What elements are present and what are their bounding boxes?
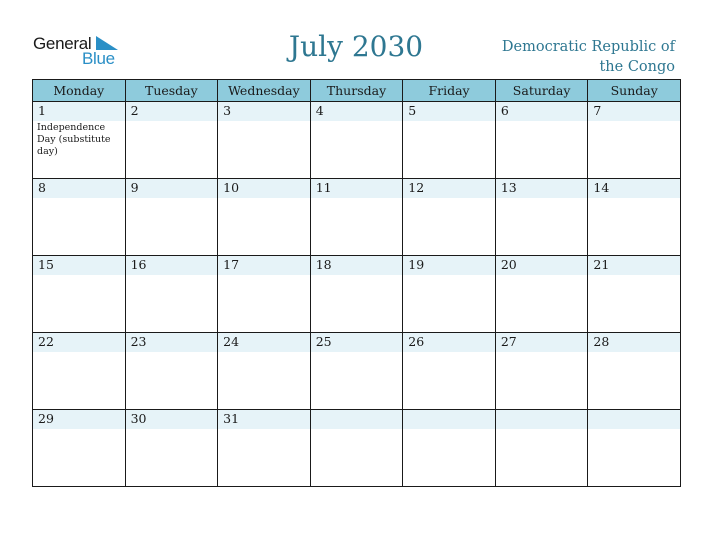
day-cell[interactable] bbox=[310, 410, 403, 487]
day-header-band bbox=[403, 410, 495, 429]
day-number: 7 bbox=[593, 103, 602, 118]
day-header-band bbox=[588, 410, 680, 429]
day-cell[interactable] bbox=[218, 333, 311, 410]
day-number: 16 bbox=[130, 257, 147, 272]
day-cell[interactable] bbox=[33, 179, 126, 256]
day-cell[interactable] bbox=[403, 410, 496, 487]
day-cell[interactable] bbox=[588, 179, 681, 256]
week-row bbox=[33, 410, 681, 487]
week-row bbox=[33, 256, 681, 333]
day-cell[interactable] bbox=[310, 179, 403, 256]
day-number: 17 bbox=[223, 257, 240, 272]
day-header-band bbox=[588, 102, 680, 121]
day-cell[interactable] bbox=[588, 333, 681, 410]
day-number: 15 bbox=[38, 257, 54, 272]
weekday-header: Tuesday bbox=[125, 80, 218, 102]
day-number: 8 bbox=[38, 180, 46, 195]
weekday-header-row bbox=[33, 80, 681, 102]
day-cell[interactable] bbox=[218, 102, 311, 179]
day-cell[interactable] bbox=[218, 256, 311, 333]
week-row bbox=[33, 333, 681, 410]
country-name bbox=[455, 37, 675, 77]
generalblue-logo bbox=[33, 34, 123, 68]
day-number: 4 bbox=[315, 103, 324, 118]
day-cell[interactable] bbox=[588, 410, 681, 487]
day-number: 9 bbox=[130, 180, 139, 195]
day-cell[interactable] bbox=[33, 256, 126, 333]
day-number: 10 bbox=[223, 180, 240, 195]
day-number: 22 bbox=[38, 334, 54, 349]
day-cell[interactable] bbox=[403, 179, 496, 256]
day-number: 28 bbox=[593, 334, 610, 349]
day-number: 6 bbox=[500, 103, 509, 118]
day-cell[interactable] bbox=[125, 410, 218, 487]
day-cell[interactable] bbox=[33, 333, 126, 410]
weekday-header: Wednesday bbox=[218, 80, 311, 102]
day-number: 1 bbox=[38, 103, 46, 118]
day-cell[interactable] bbox=[495, 179, 588, 256]
day-number: 12 bbox=[408, 180, 425, 195]
day-cell[interactable] bbox=[310, 333, 403, 410]
day-number: 13 bbox=[500, 180, 517, 195]
day-header-band bbox=[33, 179, 125, 198]
country-name-line1: Democratic Republic of bbox=[501, 39, 675, 55]
day-number: 24 bbox=[223, 334, 240, 349]
day-number: 3 bbox=[223, 103, 232, 118]
day-header-band bbox=[218, 102, 310, 121]
day-cell[interactable] bbox=[310, 256, 403, 333]
weekday-header: Monday bbox=[33, 80, 126, 102]
day-cell[interactable] bbox=[125, 179, 218, 256]
day-cell[interactable] bbox=[495, 256, 588, 333]
day-number: 11 bbox=[315, 180, 332, 195]
day-number: 23 bbox=[130, 334, 147, 349]
day-cell[interactable] bbox=[495, 410, 588, 487]
day-number: 21 bbox=[593, 257, 610, 272]
calendar-title: July 2030 bbox=[288, 30, 424, 63]
week-row bbox=[33, 179, 681, 256]
day-cell[interactable] bbox=[495, 102, 588, 179]
day-header-band bbox=[403, 102, 495, 121]
day-number: 18 bbox=[315, 257, 332, 272]
day-header-band bbox=[496, 410, 588, 429]
holiday-label: Independence Day (substitute day) bbox=[37, 122, 111, 157]
day-cell[interactable] bbox=[495, 333, 588, 410]
day-cell[interactable] bbox=[403, 102, 496, 179]
day-number: 2 bbox=[130, 103, 139, 118]
day-number: 30 bbox=[130, 411, 147, 426]
day-cell[interactable] bbox=[403, 333, 496, 410]
day-cell[interactable] bbox=[588, 102, 681, 179]
day-cell[interactable] bbox=[310, 102, 403, 179]
weekday-header: Sunday bbox=[588, 80, 681, 102]
day-number: 14 bbox=[593, 180, 610, 195]
country-name-line2: the Congo bbox=[599, 59, 675, 75]
day-cell[interactable] bbox=[125, 102, 218, 179]
logo-flag-icon bbox=[96, 36, 118, 50]
day-header-band bbox=[126, 179, 218, 198]
day-cell[interactable] bbox=[125, 333, 218, 410]
calendar-body bbox=[33, 102, 681, 487]
day-header-band bbox=[496, 102, 588, 121]
day-cell[interactable] bbox=[33, 102, 126, 179]
day-number: 26 bbox=[408, 334, 425, 349]
day-cell[interactable] bbox=[403, 256, 496, 333]
day-header-band bbox=[33, 102, 125, 121]
day-number: 25 bbox=[315, 334, 332, 349]
day-cell[interactable] bbox=[218, 179, 311, 256]
day-cell[interactable] bbox=[33, 410, 126, 487]
day-cell[interactable] bbox=[588, 256, 681, 333]
day-cell[interactable] bbox=[125, 256, 218, 333]
day-number: 29 bbox=[38, 411, 54, 426]
day-header-band bbox=[311, 102, 403, 121]
day-cell[interactable] bbox=[218, 410, 311, 487]
logo-word-general: General bbox=[33, 34, 92, 53]
day-header-band bbox=[126, 102, 218, 121]
day-number: 19 bbox=[408, 257, 425, 272]
day-number: 31 bbox=[223, 411, 240, 426]
calendar-grid bbox=[32, 79, 681, 487]
week-row bbox=[33, 102, 681, 179]
day-number: 5 bbox=[408, 103, 417, 118]
weekday-header: Saturday bbox=[495, 80, 588, 102]
day-number: 27 bbox=[500, 334, 517, 349]
logo-word-blue: Blue bbox=[82, 49, 115, 68]
day-number: 20 bbox=[500, 257, 517, 272]
weekday-header: Thursday bbox=[310, 80, 403, 102]
day-header-band bbox=[311, 410, 403, 429]
weekday-header: Friday bbox=[403, 80, 496, 102]
